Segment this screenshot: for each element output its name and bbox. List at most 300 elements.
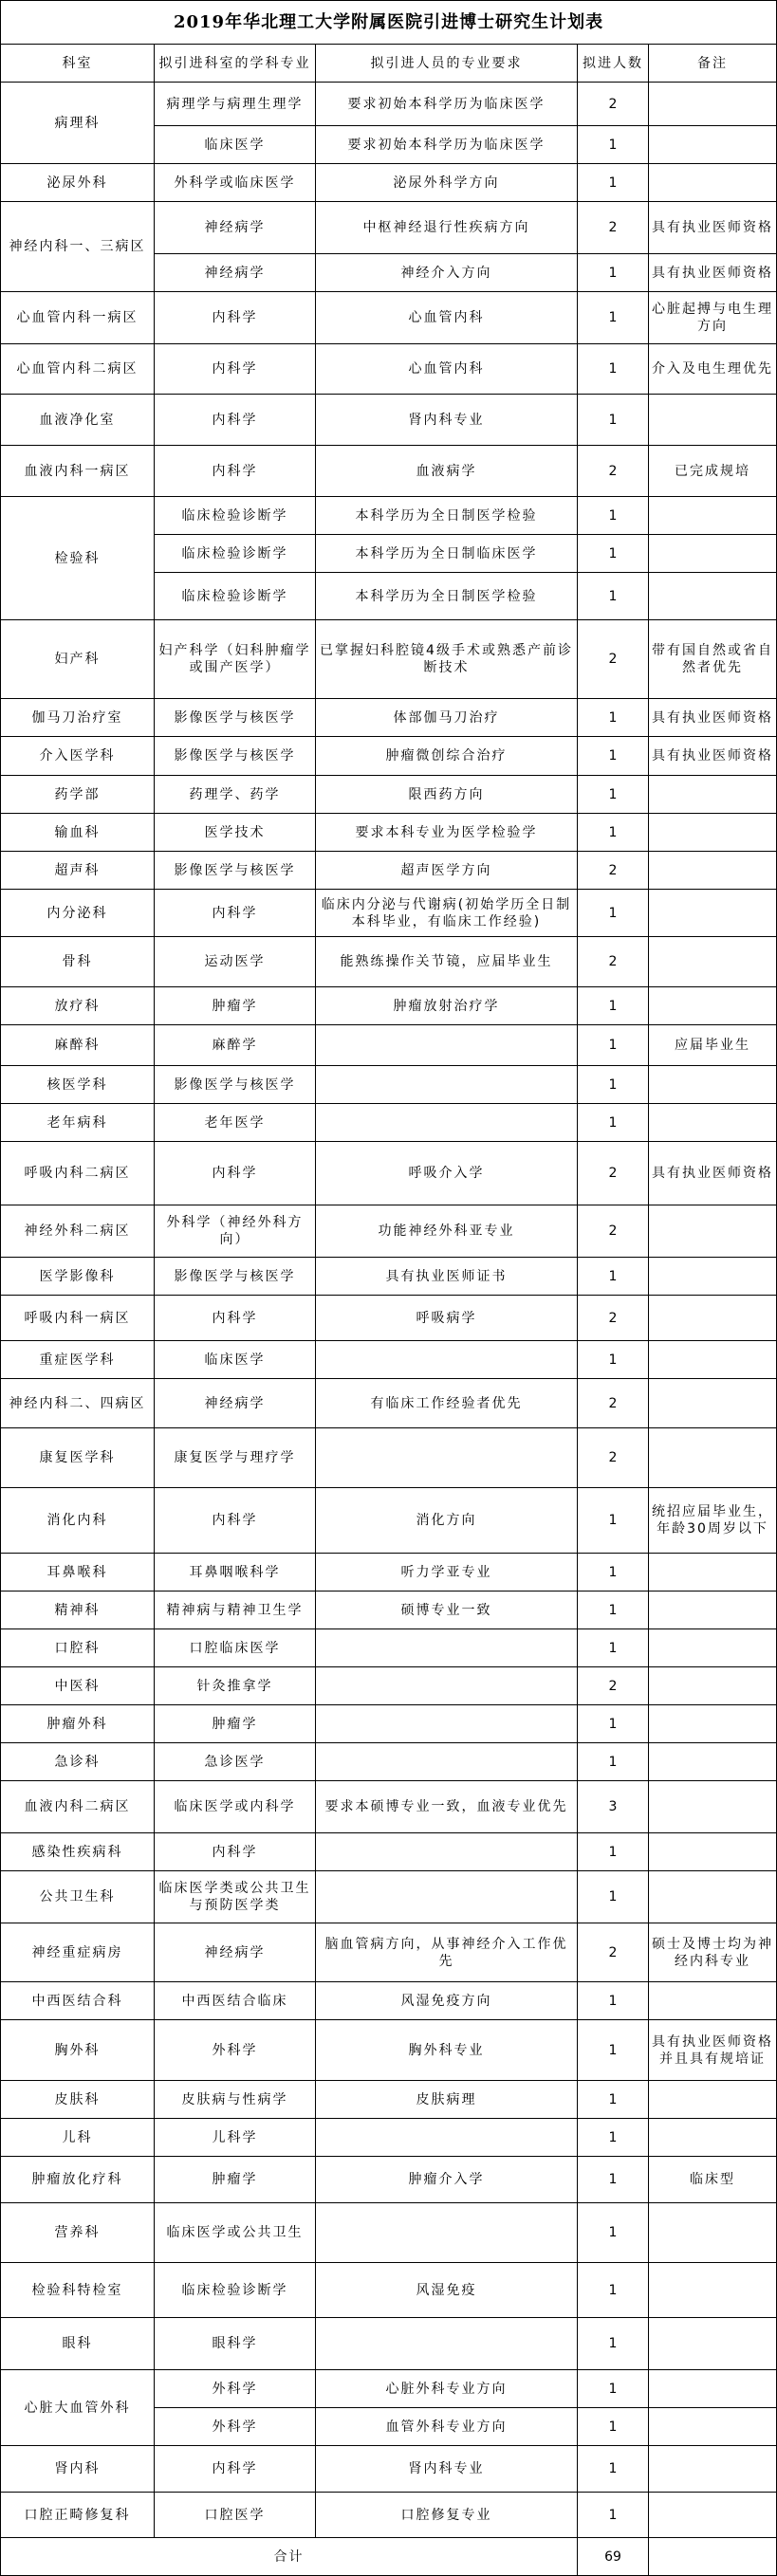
count-cell: 1: [578, 890, 649, 937]
department-cell: 介入医学科: [1, 737, 155, 776]
major-cell: 内科学: [155, 1142, 316, 1205]
table-row: [1, 2081, 777, 2119]
table-row: [1, 699, 777, 737]
count-cell: 1: [578, 1592, 649, 1629]
department-cell: 放疗科: [1, 987, 155, 1025]
major-cell: 针灸推拿学: [155, 1667, 316, 1705]
major-cell: 内科学: [155, 1488, 316, 1554]
count-cell: 1: [578, 344, 649, 395]
department-cell: 精神科: [1, 1592, 155, 1629]
department-cell: 输血科: [1, 814, 155, 852]
requirement-cell: [316, 1743, 578, 1781]
requirement-cell: [316, 1705, 578, 1743]
count-cell: 2: [578, 83, 649, 126]
major-cell: 儿科学: [155, 2119, 316, 2157]
department-cell: 急诊科: [1, 1743, 155, 1781]
note-cell: 具有执业医师资格: [649, 1142, 777, 1205]
major-cell: 皮肤病与性病学: [155, 2081, 316, 2119]
note-cell: 统招应届毕业生，年龄30周岁以下: [649, 1488, 777, 1554]
requirement-cell: 皮肤病理: [316, 2081, 578, 2119]
table-row: [1, 1379, 777, 1428]
department-cell: 康复医学科: [1, 1428, 155, 1488]
count-cell: 2: [578, 1296, 649, 1341]
count-cell: 2: [578, 1923, 649, 1982]
major-cell: 老年医学: [155, 1104, 316, 1142]
requirement-cell: 肿瘤介入学: [316, 2157, 578, 2203]
note-cell: [649, 1379, 777, 1428]
department-cell: 儿科: [1, 2119, 155, 2157]
requirement-cell: 风湿免疫: [316, 2263, 578, 2318]
requirement-cell: 胸外科专业: [316, 2020, 578, 2081]
table-row: [1, 1781, 777, 1833]
requirement-cell: 肿瘤放射治疗学: [316, 987, 578, 1025]
header-count: 拟进人数: [578, 45, 649, 83]
department-cell: 肾内科: [1, 2446, 155, 2493]
count-cell: 1: [578, 2263, 649, 2318]
note-cell: 心脏起搏与电生理方向: [649, 292, 777, 344]
major-cell: 外科学: [155, 2020, 316, 2081]
table-row: [1, 446, 777, 497]
note-cell: 已完成规培: [649, 446, 777, 497]
requirement-cell: 超声医学方向: [316, 852, 578, 890]
requirement-cell: [316, 1428, 578, 1488]
note-cell: [649, 535, 777, 573]
department-cell: 病理科: [1, 83, 155, 164]
major-cell: 麻醉学: [155, 1025, 316, 1066]
major-cell: 临床检验诊断学: [155, 535, 316, 573]
count-cell: 1: [578, 292, 649, 344]
requirement-cell: 有临床工作经验者优先: [316, 1379, 578, 1428]
requirement-cell: 神经介入方向: [316, 254, 578, 292]
requirement-cell: 硕博专业一致: [316, 1592, 578, 1629]
count-cell: 1: [578, 1871, 649, 1923]
table-row: [1, 164, 777, 202]
note-cell: 具有执业医师资格: [649, 202, 777, 254]
count-cell: 2: [578, 937, 649, 987]
table-row: [1, 937, 777, 987]
major-cell: 康复医学与理疗学: [155, 1428, 316, 1488]
requirement-cell: 能熟练操作关节镜，应届毕业生: [316, 937, 578, 987]
major-cell: 临床检验诊断学: [155, 2263, 316, 2318]
department-cell: 核医学科: [1, 1066, 155, 1104]
count-cell: 1: [578, 2119, 649, 2157]
note-cell: [649, 1554, 777, 1592]
table-row: [1, 1066, 777, 1104]
requirement-cell: 血管外科专业方向: [316, 2408, 578, 2446]
department-cell: 公共卫生科: [1, 1871, 155, 1923]
table-row: [1, 1258, 777, 1296]
count-cell: 2: [578, 202, 649, 254]
table-row: [1, 2157, 777, 2203]
major-cell: 内科学: [155, 344, 316, 395]
department-cell: 血液内科一病区: [1, 446, 155, 497]
major-cell: 肿瘤学: [155, 2157, 316, 2203]
note-cell: 具有执业医师资格: [649, 737, 777, 776]
count-cell: 1: [578, 1705, 649, 1743]
table-row: [1, 2263, 777, 2318]
requirement-cell: [316, 1667, 578, 1705]
major-cell: 神经病学: [155, 1923, 316, 1982]
department-cell: 神经重症病房: [1, 1923, 155, 1982]
header-note: 备注: [649, 45, 777, 83]
note-cell: [649, 1258, 777, 1296]
count-cell: 2: [578, 1379, 649, 1428]
requirement-cell: 呼吸病学: [316, 1296, 578, 1341]
header-requirement: 拟引进人员的专业要求: [316, 45, 578, 83]
count-cell: 1: [578, 126, 649, 164]
note-cell: [649, 1592, 777, 1629]
requirement-cell: [316, 1871, 578, 1923]
major-cell: 妇产科学（妇科肿瘤学或围产医学）: [155, 620, 316, 699]
department-cell: 检验科: [1, 497, 155, 620]
note-cell: [649, 1705, 777, 1743]
department-cell: 泌尿外科: [1, 164, 155, 202]
requirement-cell: 肿瘤微创综合治疗: [316, 737, 578, 776]
department-cell: 口腔正畸修复科: [1, 2493, 155, 2538]
note-cell: [649, 937, 777, 987]
requirement-cell: [316, 1104, 578, 1142]
note-cell: [649, 2203, 777, 2263]
note-cell: [649, 164, 777, 202]
major-cell: 影像医学与核医学: [155, 699, 316, 737]
department-cell: 营养科: [1, 2203, 155, 2263]
count-cell: 1: [578, 1025, 649, 1066]
requirement-cell: 消化方向: [316, 1488, 578, 1554]
requirement-cell: 肾内科专业: [316, 2446, 578, 2493]
table-row: [1, 1428, 777, 1488]
table-title: 2019年华北理工大学附属医院引进博士研究生计划表: [1, 1, 777, 45]
count-cell: 1: [578, 2157, 649, 2203]
major-cell: 外科学或临床医学: [155, 164, 316, 202]
department-cell: 检验科特检室: [1, 2263, 155, 2318]
count-cell: 1: [578, 573, 649, 620]
department-cell: 骨科: [1, 937, 155, 987]
count-cell: 1: [578, 2370, 649, 2408]
table-row: [1, 1982, 777, 2020]
table-row: [1, 202, 777, 254]
department-cell: 眼科: [1, 2318, 155, 2370]
note-cell: [649, 1629, 777, 1667]
department-cell: 内分泌科: [1, 890, 155, 937]
major-cell: 内科学: [155, 446, 316, 497]
count-cell: 1: [578, 1629, 649, 1667]
table-row: [1, 2446, 777, 2493]
note-cell: [649, 395, 777, 446]
department-cell: 心血管内科一病区: [1, 292, 155, 344]
department-cell: 中医科: [1, 1667, 155, 1705]
department-cell: 妇产科: [1, 620, 155, 699]
note-cell: [649, 1066, 777, 1104]
note-cell: [649, 1341, 777, 1379]
count-cell: 1: [578, 395, 649, 446]
requirement-cell: 风湿免疫方向: [316, 1982, 578, 2020]
requirement-cell: 功能神经外科亚专业: [316, 1205, 578, 1258]
department-cell: 神经外科二病区: [1, 1205, 155, 1258]
note-cell: [649, 83, 777, 126]
department-cell: 心血管内科二病区: [1, 344, 155, 395]
count-cell: 1: [578, 2446, 649, 2493]
total-note: [649, 2538, 777, 2576]
count-cell: 1: [578, 1488, 649, 1554]
note-cell: 具有执业医师资格: [649, 699, 777, 737]
table-row: [1, 2493, 777, 2538]
department-cell: 口腔科: [1, 1629, 155, 1667]
count-cell: 1: [578, 1066, 649, 1104]
table-row: [1, 890, 777, 937]
major-cell: 外科学: [155, 2408, 316, 2446]
requirement-cell: [316, 1066, 578, 1104]
department-cell: 药学部: [1, 776, 155, 814]
count-cell: 1: [578, 1104, 649, 1142]
table-row: [1, 814, 777, 852]
major-cell: 临床检验诊断学: [155, 573, 316, 620]
department-cell: 皮肤科: [1, 2081, 155, 2119]
table-row: [1, 1923, 777, 1982]
major-cell: 内科学: [155, 890, 316, 937]
major-cell: 急诊医学: [155, 1743, 316, 1781]
requirement-cell: 要求初始本科学历为临床医学: [316, 83, 578, 126]
count-cell: 1: [578, 535, 649, 573]
major-cell: 内科学: [155, 292, 316, 344]
major-cell: 肿瘤学: [155, 987, 316, 1025]
note-cell: 应届毕业生: [649, 1025, 777, 1066]
requirement-cell: 本科学历为全日制临床医学: [316, 535, 578, 573]
major-cell: 神经病学: [155, 1379, 316, 1428]
note-cell: [649, 1205, 777, 1258]
department-cell: 神经内科一、三病区: [1, 202, 155, 292]
department-cell: 肿瘤放化疗科: [1, 2157, 155, 2203]
department-cell: 呼吸内科二病区: [1, 1142, 155, 1205]
header-row: [1, 45, 777, 83]
count-cell: 1: [578, 2081, 649, 2119]
note-cell: [649, 1871, 777, 1923]
major-cell: 医学技术: [155, 814, 316, 852]
total-row: [1, 2538, 777, 2576]
major-cell: 内科学: [155, 1833, 316, 1871]
major-cell: 肿瘤学: [155, 1705, 316, 1743]
table-row: [1, 1743, 777, 1781]
requirement-cell: 要求初始本科学历为临床医学: [316, 126, 578, 164]
note-cell: 硕士及博士均为神经内科专业: [649, 1923, 777, 1982]
major-cell: 口腔临床医学: [155, 1629, 316, 1667]
header-major: 拟引进科室的学科专业: [155, 45, 316, 83]
requirement-cell: 泌尿外科学方向: [316, 164, 578, 202]
requirement-cell: [316, 2119, 578, 2157]
requirement-cell: 心脏外科专业方向: [316, 2370, 578, 2408]
major-cell: 内科学: [155, 2446, 316, 2493]
major-cell: 影像医学与核医学: [155, 1066, 316, 1104]
count-cell: 1: [578, 254, 649, 292]
table-row: [1, 1025, 777, 1066]
note-cell: [649, 890, 777, 937]
table-row: [1, 852, 777, 890]
table-row: [1, 1833, 777, 1871]
count-cell: 1: [578, 699, 649, 737]
requirement-cell: 肾内科专业: [316, 395, 578, 446]
requirement-cell: [316, 1025, 578, 1066]
major-cell: 临床医学类或公共卫生与预防医学类: [155, 1871, 316, 1923]
major-cell: 临床医学: [155, 126, 316, 164]
note-cell: [649, 2370, 777, 2408]
major-cell: 中西医结合临床: [155, 1982, 316, 2020]
department-cell: 伽马刀治疗室: [1, 699, 155, 737]
table-row: [1, 1871, 777, 1923]
note-cell: [649, 1982, 777, 2020]
department-cell: 肿瘤外科: [1, 1705, 155, 1743]
major-cell: 精神病与精神卫生学: [155, 1592, 316, 1629]
count-cell: 1: [578, 1554, 649, 1592]
count-cell: 2: [578, 1205, 649, 1258]
note-cell: [649, 2318, 777, 2370]
note-cell: [649, 1667, 777, 1705]
table-row: [1, 737, 777, 776]
major-cell: 影像医学与核医学: [155, 852, 316, 890]
table-row: [1, 1142, 777, 1205]
table-row: [1, 1341, 777, 1379]
count-cell: 1: [578, 2408, 649, 2446]
department-cell: 心脏大血管外科: [1, 2370, 155, 2446]
major-cell: 运动医学: [155, 937, 316, 987]
note-cell: [649, 2408, 777, 2446]
table-row: [1, 2318, 777, 2370]
note-cell: 具有执业医师资格: [649, 254, 777, 292]
major-cell: 口腔医学: [155, 2493, 316, 2538]
table-row: [1, 1705, 777, 1743]
note-cell: [649, 1296, 777, 1341]
major-cell: 神经病学: [155, 254, 316, 292]
department-cell: 胸外科: [1, 2020, 155, 2081]
department-cell: 重症医学科: [1, 1341, 155, 1379]
table-row: [1, 2203, 777, 2263]
department-cell: 麻醉科: [1, 1025, 155, 1066]
requirement-cell: 本科学历为全日制医学检验: [316, 497, 578, 535]
department-cell: 神经内科二、四病区: [1, 1379, 155, 1428]
department-cell: 感染性疾病科: [1, 1833, 155, 1871]
requirement-cell: 临床内分泌与代谢病(初始学历全日制本科毕业，有临床工作经验): [316, 890, 578, 937]
note-cell: [649, 776, 777, 814]
requirement-cell: [316, 1833, 578, 1871]
note-cell: [649, 814, 777, 852]
requirement-cell: [316, 2318, 578, 2370]
count-cell: 2: [578, 446, 649, 497]
major-cell: 临床医学或内科学: [155, 1781, 316, 1833]
requirement-cell: 中枢神经退行性疾病方向: [316, 202, 578, 254]
department-cell: 呼吸内科一病区: [1, 1296, 155, 1341]
table-row: [1, 1629, 777, 1667]
count-cell: 2: [578, 620, 649, 699]
requirement-cell: 要求本硕博专业一致，血液专业优先: [316, 1781, 578, 1833]
count-cell: 1: [578, 1258, 649, 1296]
note-cell: [649, 852, 777, 890]
major-cell: 影像医学与核医学: [155, 1258, 316, 1296]
count-cell: 2: [578, 852, 649, 890]
major-cell: 内科学: [155, 395, 316, 446]
major-cell: 外科学: [155, 2370, 316, 2408]
count-cell: 1: [578, 987, 649, 1025]
table-row: [1, 83, 777, 126]
note-cell: [649, 497, 777, 535]
major-cell: 临床医学或公共卫生: [155, 2203, 316, 2263]
requirement-cell: 本科学历为全日制医学检验: [316, 573, 578, 620]
major-cell: 影像医学与核医学: [155, 737, 316, 776]
count-cell: 1: [578, 164, 649, 202]
requirement-cell: 要求本科专业为医学检验学: [316, 814, 578, 852]
major-cell: 眼科学: [155, 2318, 316, 2370]
table-row: [1, 776, 777, 814]
total-label: 合计: [1, 2538, 578, 2576]
table-row: [1, 2119, 777, 2157]
requirement-cell: 呼吸介入学: [316, 1142, 578, 1205]
requirement-cell: 体部伽马刀治疗: [316, 699, 578, 737]
department-cell: 耳鼻喉科: [1, 1554, 155, 1592]
note-cell: [649, 987, 777, 1025]
table-row: [1, 1104, 777, 1142]
table-row: [1, 344, 777, 395]
note-cell: [649, 2119, 777, 2157]
count-cell: 3: [578, 1781, 649, 1833]
title-row: [1, 1, 777, 45]
major-cell: 临床检验诊断学: [155, 497, 316, 535]
table-row: [1, 497, 777, 535]
note-cell: 带有国自然或省自然者优先: [649, 620, 777, 699]
table-row: [1, 1667, 777, 1705]
note-cell: [649, 2081, 777, 2119]
count-cell: 1: [578, 1743, 649, 1781]
department-cell: 老年病科: [1, 1104, 155, 1142]
table-row: [1, 1205, 777, 1258]
count-cell: 2: [578, 1667, 649, 1705]
table-row: [1, 2020, 777, 2081]
department-cell: 血液内科二病区: [1, 1781, 155, 1833]
note-cell: 临床型: [649, 2157, 777, 2203]
count-cell: 1: [578, 2318, 649, 2370]
header-department: 科室: [1, 45, 155, 83]
count-cell: 2: [578, 1142, 649, 1205]
table-row: [1, 1488, 777, 1554]
table-row: [1, 1592, 777, 1629]
major-cell: 神经病学: [155, 202, 316, 254]
note-cell: [649, 1833, 777, 1871]
major-cell: 病理学与病理生理学: [155, 83, 316, 126]
department-cell: 中西医结合科: [1, 1982, 155, 2020]
note-cell: [649, 126, 777, 164]
requirement-cell: 口腔修复专业: [316, 2493, 578, 2538]
note-cell: 具有执业医师资格并且具有规培证: [649, 2020, 777, 2081]
requirement-cell: [316, 2203, 578, 2263]
requirement-cell: 脑血管病方向，从事神经介入工作优先: [316, 1923, 578, 1982]
major-cell: 药理学、药学: [155, 776, 316, 814]
count-cell: 2: [578, 1428, 649, 1488]
major-cell: 外科学（神经外科方向）: [155, 1205, 316, 1258]
count-cell: 1: [578, 1982, 649, 2020]
requirement-cell: 已掌握妇科腔镜4级手术或熟悉产前诊断技术: [316, 620, 578, 699]
table-row: [1, 1554, 777, 1592]
count-cell: 1: [578, 776, 649, 814]
requirement-cell: 听力学亚专业: [316, 1554, 578, 1592]
requirement-cell: 具有执业医师证书: [316, 1258, 578, 1296]
requirement-cell: [316, 1629, 578, 1667]
table-row: [1, 292, 777, 344]
count-cell: 1: [578, 2020, 649, 2081]
requirement-cell: 血液病学: [316, 446, 578, 497]
count-cell: 1: [578, 1341, 649, 1379]
major-cell: 内科学: [155, 1296, 316, 1341]
note-cell: [649, 2263, 777, 2318]
table-row: [1, 2370, 777, 2408]
note-cell: [649, 1743, 777, 1781]
department-cell: 医学影像科: [1, 1258, 155, 1296]
note-cell: [649, 573, 777, 620]
